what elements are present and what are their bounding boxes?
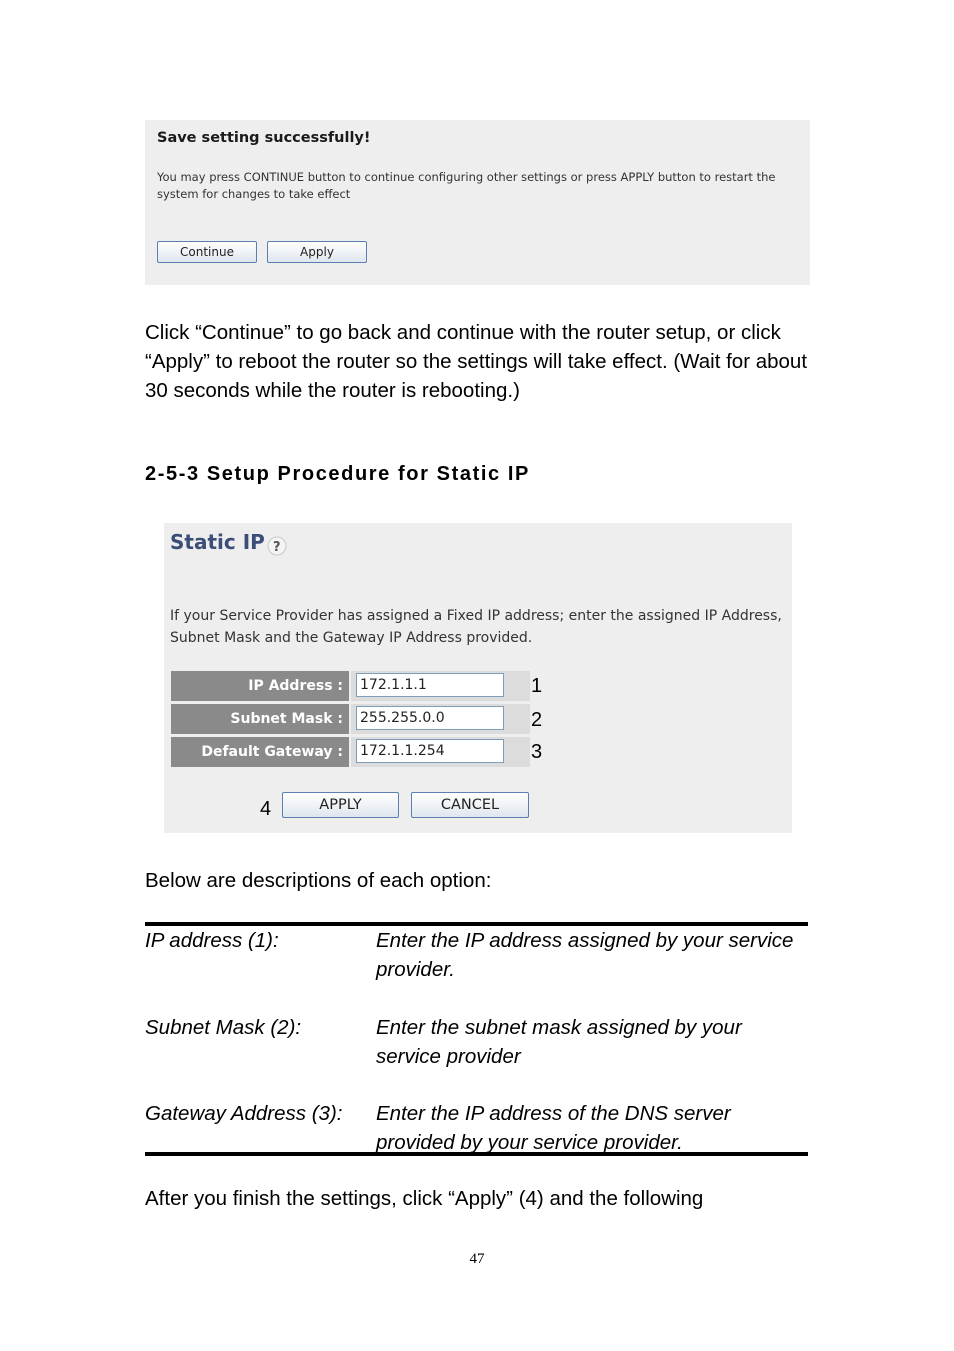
apply-button[interactable]: Apply [267, 241, 367, 263]
paragraph-descriptions-intro: Below are descriptions of each option: [145, 869, 492, 892]
marker-3: 3 [531, 741, 543, 763]
description-definition: Enter the IP address assigned by your service provider. [376, 929, 794, 981]
description-term: IP address (1): [145, 929, 279, 952]
marker-1: 1 [531, 675, 543, 697]
help-question-icon[interactable] [266, 535, 288, 557]
marker-4: 4 [260, 798, 272, 820]
default-gateway-label: Default Gateway : [171, 737, 349, 767]
description-term: Subnet Mask (2): [145, 1016, 302, 1039]
paragraph-continue-apply: Click “Continue” to go back and continue with the router setup, or click “Apply” to reboot the router so the settings will take effect. (Wait for about 30 seconds while the router is rebooting.) [145, 321, 808, 402]
ip-address-row [171, 671, 531, 701]
svg-text:?: ? [273, 540, 281, 555]
option-description-table [145, 922, 808, 1156]
marker-2: 2 [531, 709, 543, 731]
description-term: Gateway Address (3): [145, 1102, 343, 1125]
save-message: You may press CONTINUE button to continue configuring other settings or press APPLY button to restart the system for changes to take effect [157, 170, 776, 201]
save-setting-panel [145, 120, 810, 285]
continue-button[interactable]: Continue [157, 241, 257, 263]
static-ip-apply-button[interactable]: APPLY [282, 792, 399, 818]
ip-address-label: IP Address : [171, 671, 349, 701]
default-gateway-cell [351, 737, 530, 767]
default-gateway-row [171, 737, 531, 767]
paragraph-after-apply: After you finish the settings, click “Apply” (4) and the following [145, 1187, 704, 1210]
subnet-mask-label: Subnet Mask : [171, 704, 349, 734]
ip-address-input[interactable]: 172.1.1.1 [356, 673, 504, 697]
static-ip-title: Static IP [170, 530, 265, 554]
static-ip-panel [164, 523, 792, 833]
subnet-mask-cell [351, 704, 530, 734]
page-number: 47 [469, 1251, 485, 1267]
ip-address-cell [351, 671, 530, 701]
static-ip-description: If your Service Provider has assigned a Fixed IP address; enter the assigned IP Address, Subnet Mask and the Gateway IP Address provided. [170, 608, 782, 646]
subnet-mask-input[interactable]: 255.255.0.0 [356, 706, 504, 730]
static-ip-cancel-button[interactable]: CANCEL [411, 792, 529, 818]
section-heading: 2-5-3 Setup Procedure for Static IP [145, 463, 530, 485]
description-definition: Enter the subnet mask assigned by your service provider [376, 1016, 742, 1068]
subnet-mask-row [171, 704, 531, 734]
description-definition: Enter the IP address of the DNS server provided by your service provider. [376, 1102, 731, 1154]
default-gateway-input[interactable]: 172.1.1.254 [356, 739, 504, 763]
save-title: Save setting successfully! [157, 130, 371, 146]
